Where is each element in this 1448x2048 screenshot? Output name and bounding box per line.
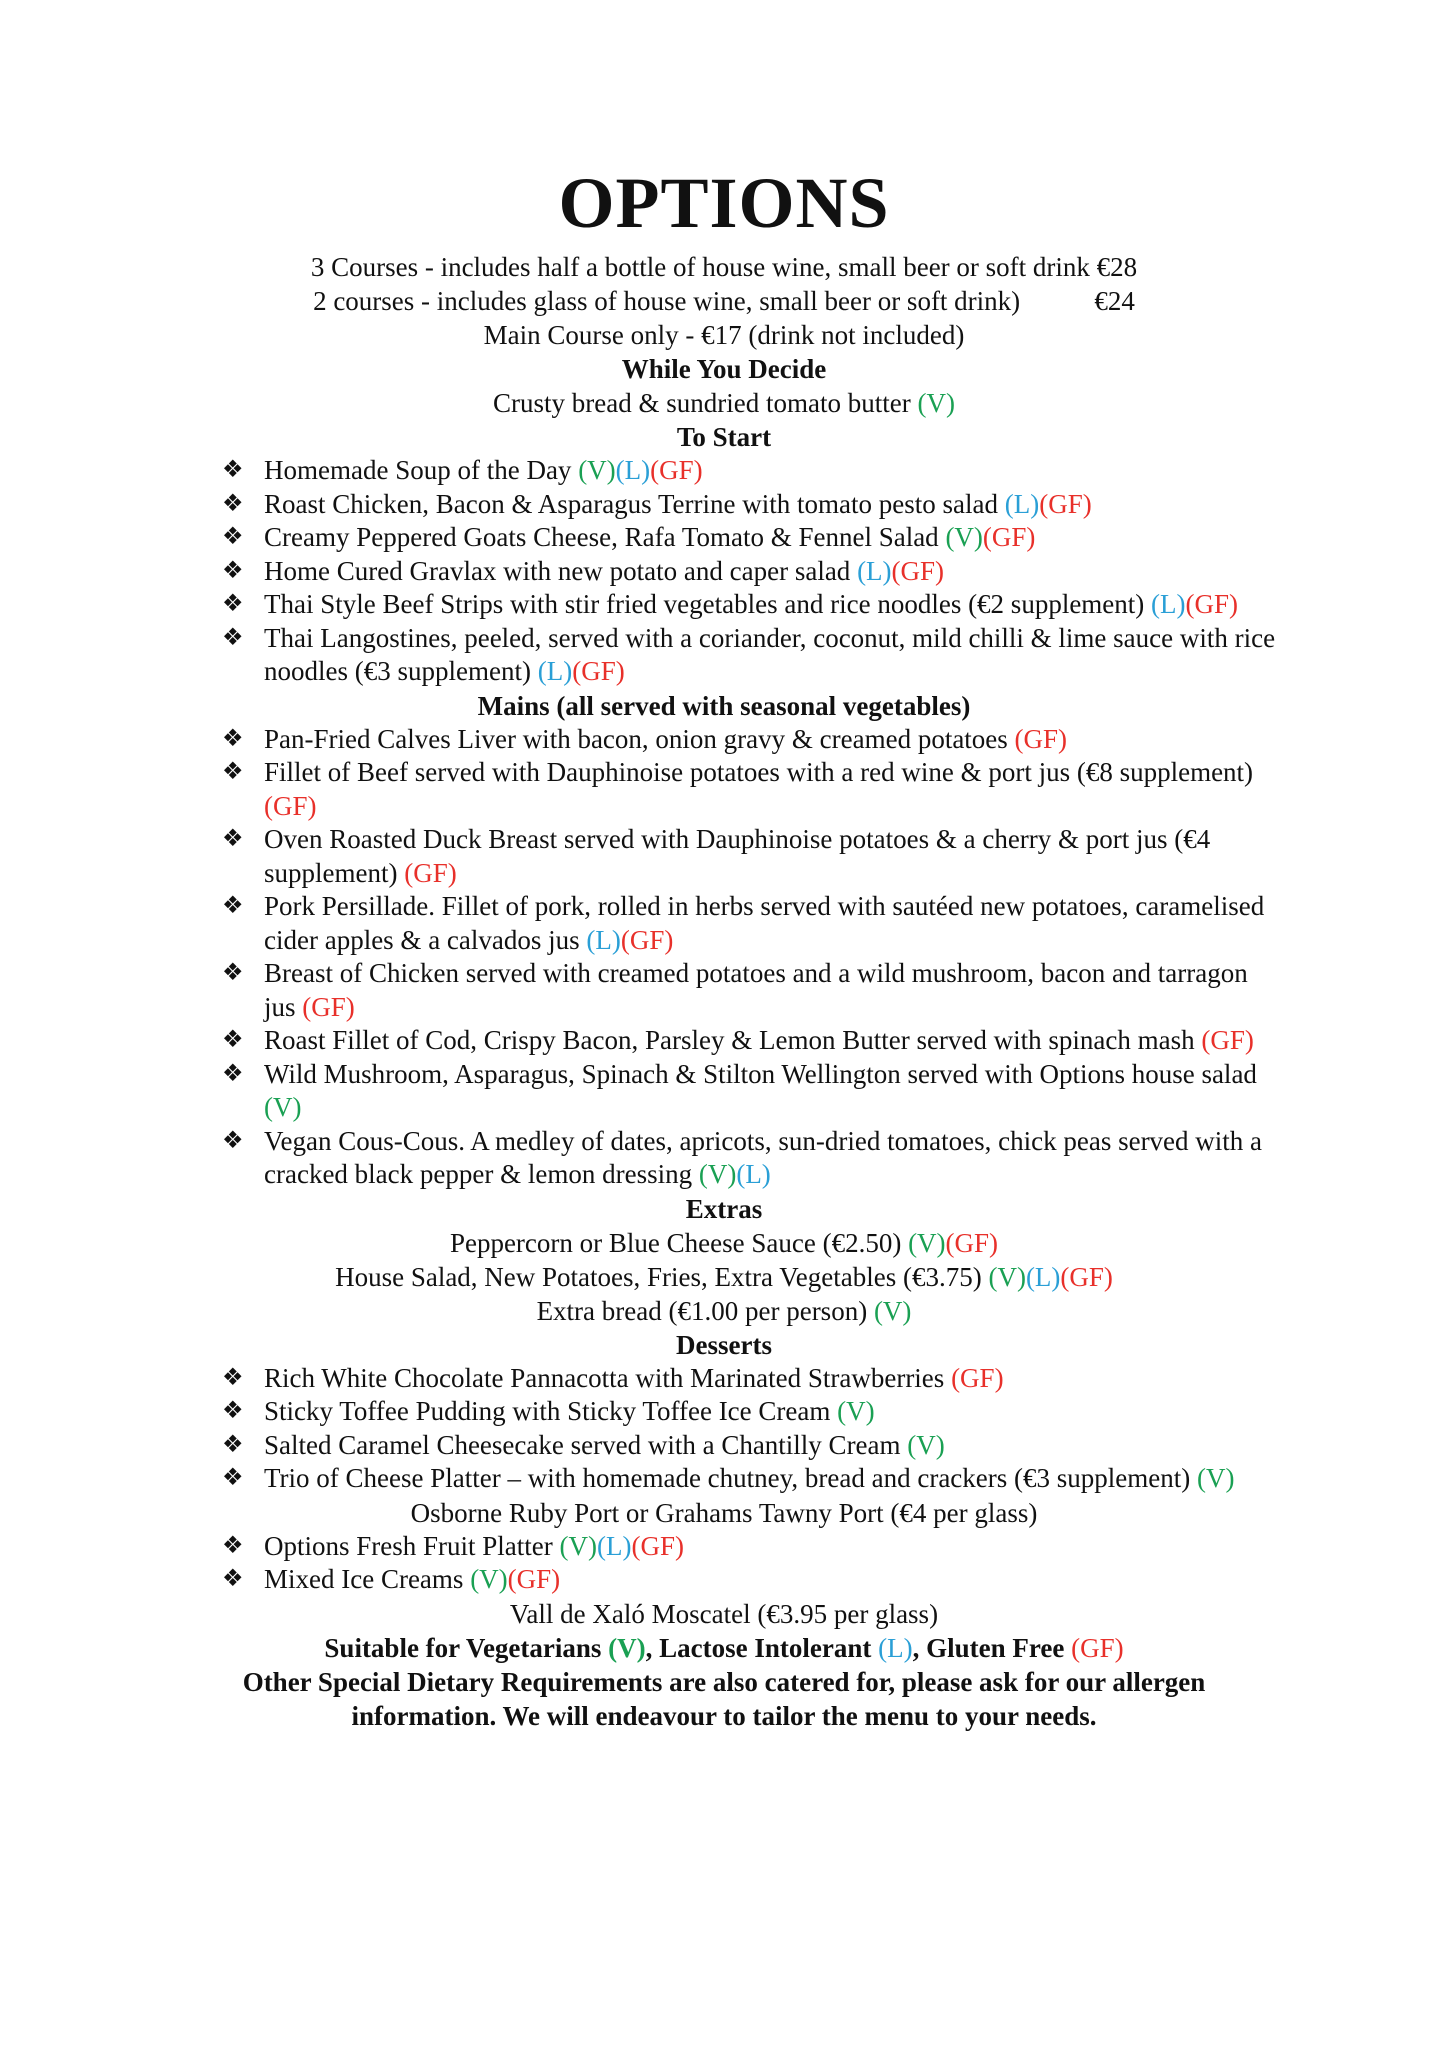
menu-item: [222, 890, 1282, 957]
lactose-tag: (L): [1151, 589, 1186, 619]
gluten-free-tag: (GF): [891, 555, 945, 586]
four-diamond-bullet-icon: ❖: [222, 1060, 244, 1087]
menu-item: [222, 1429, 1282, 1463]
mains-list: [0, 723, 1282, 1192]
menu-item-text: Wild Mushroom, Asparagus, Spinach & Stilton Wellington served with Options house salad: [264, 1058, 1257, 1089]
menu-item-text: Thai Style Beef Strips with stir fried vegetables and rice noodles (€2 supplement): [264, 589, 1152, 619]
offer-three-courses: 3 Courses - includes half a bottle of house wine, small beer or soft drink €28: [310, 252, 1138, 282]
legend-lac-tag: (L): [878, 1632, 913, 1663]
gluten-free-tag: (GF): [302, 991, 355, 1022]
four-diamond-bullet-icon: ❖: [222, 1431, 244, 1458]
vegetarian-tag: (V): [988, 1261, 1026, 1292]
four-diamond-bullet-icon: ❖: [222, 1364, 244, 1391]
menu-item: [222, 1530, 1282, 1564]
starters-list: [0, 454, 1282, 689]
extra-item-text: Peppercorn or Blue Cheese Sauce (€2.50): [449, 1227, 909, 1258]
gluten-free-tag: (GF): [572, 656, 625, 686]
vegetarian-tag: (V): [470, 1564, 508, 1594]
heading-while-you-decide: While You Decide: [621, 354, 827, 384]
menu-item-text: Rich White Chocolate Pannacotta with Marinated Strawberries: [264, 1362, 952, 1393]
gluten-free-tag: (GF): [1039, 488, 1092, 519]
four-diamond-bullet-icon: ❖: [222, 725, 244, 752]
menu-item: [222, 555, 1282, 589]
gluten-free-tag: (GF): [982, 522, 1036, 552]
lactose-tag: (L): [537, 656, 573, 686]
desserts-list-2: [0, 1530, 1282, 1597]
four-diamond-bullet-icon: ❖: [222, 557, 244, 584]
menu-item-text: Trio of Cheese Platter – with homemade chutney, bread and crackers (€3 supplement): [264, 1463, 1197, 1493]
menu-item: [222, 723, 1282, 757]
menu-item-text: Oven Roasted Duck Breast served with Dauphinoise potatoes & a cherry & port jus (€4 supplement): [264, 824, 1211, 888]
extras-list: [0, 1226, 1448, 1328]
gluten-free-tag: (GF): [507, 1564, 561, 1594]
menu-item: [222, 622, 1282, 689]
gluten-free-tag: (GF): [264, 790, 317, 821]
gluten-free-tag: (GF): [1185, 589, 1239, 619]
four-diamond-bullet-icon: ❖: [222, 524, 244, 550]
offers: [0, 250, 1448, 352]
moscatel-line: Vall de Xaló Moscatel (€3.95 per glass): [509, 1598, 939, 1629]
lactose-tag: (L): [1025, 1261, 1061, 1292]
menu-item: [222, 488, 1282, 522]
menu-page: [0, 160, 1448, 1733]
dietary-legend: [0, 1631, 1448, 1665]
footer-note-2: information. We will endeavour to tailor the menu to your needs.: [351, 1700, 1097, 1731]
vegetarian-tag: (V): [945, 522, 983, 552]
gluten-free-tag: (GF): [945, 1227, 999, 1258]
gluten-free-tag: (GF): [620, 924, 674, 955]
menu-item-text: Options Fresh Fruit Platter: [264, 1530, 560, 1561]
four-diamond-bullet-icon: ❖: [222, 457, 244, 483]
gluten-free-tag: (GF): [1014, 723, 1068, 754]
vegetarian-tag: (V): [873, 1295, 912, 1326]
lactose-tag: (L): [615, 455, 651, 485]
legend-veg-tag: (V): [608, 1632, 646, 1663]
menu-item-text: Fillet of Beef served with Dauphinoise potatoes with a red wine & port jus (€8 supplement): [264, 757, 1254, 787]
extra-item: [0, 1294, 1448, 1328]
lactose-tag: (L): [1004, 488, 1040, 519]
lactose-tag: (L): [736, 1159, 771, 1189]
four-diamond-bullet-icon: ❖: [222, 1566, 244, 1592]
menu-item-text: Salted Caramel Cheesecake served with a Chantilly Cream: [264, 1429, 908, 1460]
four-diamond-bullet-icon: ❖: [222, 490, 244, 517]
gluten-free-tag: (GF): [1060, 1261, 1113, 1292]
vegetarian-tag: (V): [578, 455, 616, 485]
extra-item-text: Extra bread (€1.00 per person): [536, 1295, 874, 1326]
four-diamond-bullet-icon: ❖: [222, 1532, 244, 1559]
menu-item: [222, 521, 1282, 555]
extra-item-text: House Salad, New Potatoes, Fries, Extra Vegetables (€3.75): [335, 1261, 989, 1292]
menu-item-text: Home Cured Gravlax with new potato and caper salad: [264, 555, 858, 586]
menu-item: [222, 1362, 1282, 1396]
heading-extras: Extras: [685, 1193, 763, 1224]
menu-item-text: Roast Fillet of Cod, Crispy Bacon, Parsley & Lemon Butter served with spinach mash: [264, 1025, 1202, 1055]
menu-item-text: Pan-Fried Calves Liver with bacon, onion gravy & creamed potatoes: [264, 723, 1015, 754]
menu-item: [222, 1563, 1282, 1597]
while-you-decide-item: [0, 386, 1448, 420]
footer-note-1: Other Special Dietary Requirements are also catered for, please ask for our allergen: [242, 1666, 1206, 1697]
lactose-tag: (L): [586, 924, 621, 955]
vegetarian-tag: (V): [698, 1159, 737, 1189]
menu-item: [222, 1462, 1282, 1496]
desserts-list: [0, 1362, 1282, 1496]
offer-main-only: Main Course only - €17 (drink not included): [483, 320, 965, 350]
legend-lac-label: , Lactose Intolerant: [645, 1632, 879, 1663]
menu-item: [222, 957, 1282, 1024]
vegetarian-tag: (V): [1196, 1463, 1235, 1493]
menu-item: [222, 823, 1282, 890]
menu-item-text: Mixed Ice Creams: [264, 1564, 471, 1594]
gluten-free-tag: (GF): [631, 1530, 684, 1561]
menu-item-text: Creamy Peppered Goats Cheese, Rafa Tomato & Fennel Salad: [264, 522, 946, 552]
gluten-free-tag: (GF): [650, 455, 703, 485]
menu-item: [222, 756, 1282, 823]
vegetarian-tag: (V): [837, 1396, 875, 1426]
gluten-free-tag: (GF): [951, 1362, 1004, 1393]
four-diamond-bullet-icon: ❖: [222, 624, 244, 651]
menu-item: [222, 1058, 1282, 1125]
menu-item: [222, 1024, 1282, 1058]
heading-to-start: To Start: [676, 422, 772, 452]
offer-two-courses: 2 courses - includes glass of house wine, small beer or soft drink) €24: [313, 286, 1135, 316]
legend-gf-label: , Gluten Free: [912, 1632, 1072, 1663]
four-diamond-bullet-icon: ❖: [222, 759, 244, 785]
vegetarian-tag: (V): [264, 1092, 302, 1122]
menu-item-text: Thai Langostines, peeled, served with a coriander, coconut, mild chilli & lime sauce with rice noodles (€3 supplement): [264, 622, 1276, 686]
four-diamond-bullet-icon: ❖: [222, 1398, 244, 1424]
menu-item: [222, 588, 1282, 622]
four-diamond-bullet-icon: ❖: [222, 591, 244, 617]
gluten-free-tag: (GF): [404, 857, 457, 888]
vegetarian-tag: (V): [559, 1530, 597, 1561]
menu-item: [222, 454, 1282, 488]
menu-item-text: Breast of Chicken served with creamed potatoes and a wild mushroom, bacon and tarragon jus: [264, 958, 1248, 1022]
vegetarian-tag: (V): [917, 388, 955, 418]
four-diamond-bullet-icon: ❖: [222, 893, 244, 919]
menu-item: [222, 1125, 1282, 1192]
heading-desserts: Desserts: [676, 1329, 772, 1360]
four-diamond-bullet-icon: ❖: [222, 1465, 244, 1491]
item-text: Crusty bread & sundried tomato butter: [493, 388, 918, 418]
extra-item: [0, 1226, 1448, 1260]
four-diamond-bullet-icon: ❖: [222, 1027, 244, 1053]
menu-item-text: Pork Persillade. Fillet of pork, rolled in herbs served with sautéed new potatoes, caramelised cider apples & a calvados jus: [264, 891, 1265, 955]
gluten-free-tag: (GF): [1201, 1025, 1254, 1055]
legend-gf-tag: (GF): [1071, 1632, 1124, 1663]
port-line: Osborne Ruby Port or Grahams Tawny Port (€4 per glass): [410, 1497, 1038, 1528]
menu-title: OPTIONS: [558, 163, 890, 243]
menu-item-text: Vegan Cous-Cous. A medley of dates, apricots, sun-dried tomatoes, chick peas served with a cracked black pepper & lemon dressing: [264, 1125, 1263, 1189]
vegetarian-tag: (V): [907, 1429, 945, 1460]
menu-item: [222, 1395, 1282, 1429]
extra-item: [0, 1260, 1448, 1294]
menu-item-text: Roast Chicken, Bacon & Asparagus Terrine with tomato pesto salad: [264, 488, 1005, 519]
four-diamond-bullet-icon: ❖: [222, 1127, 244, 1154]
lactose-tag: (L): [596, 1530, 632, 1561]
lactose-tag: (L): [857, 555, 892, 586]
heading-mains: Mains (all served with seasonal vegetables): [477, 690, 971, 721]
four-diamond-bullet-icon: ❖: [222, 960, 244, 986]
menu-item-text: Sticky Toffee Pudding with Sticky Toffee Ice Cream: [264, 1396, 838, 1426]
vegetarian-tag: (V): [908, 1227, 946, 1258]
legend-veg-label: Suitable for Vegetarians: [324, 1632, 609, 1663]
four-diamond-bullet-icon: ❖: [222, 826, 244, 852]
menu-item-text: Homemade Soup of the Day: [264, 455, 579, 485]
